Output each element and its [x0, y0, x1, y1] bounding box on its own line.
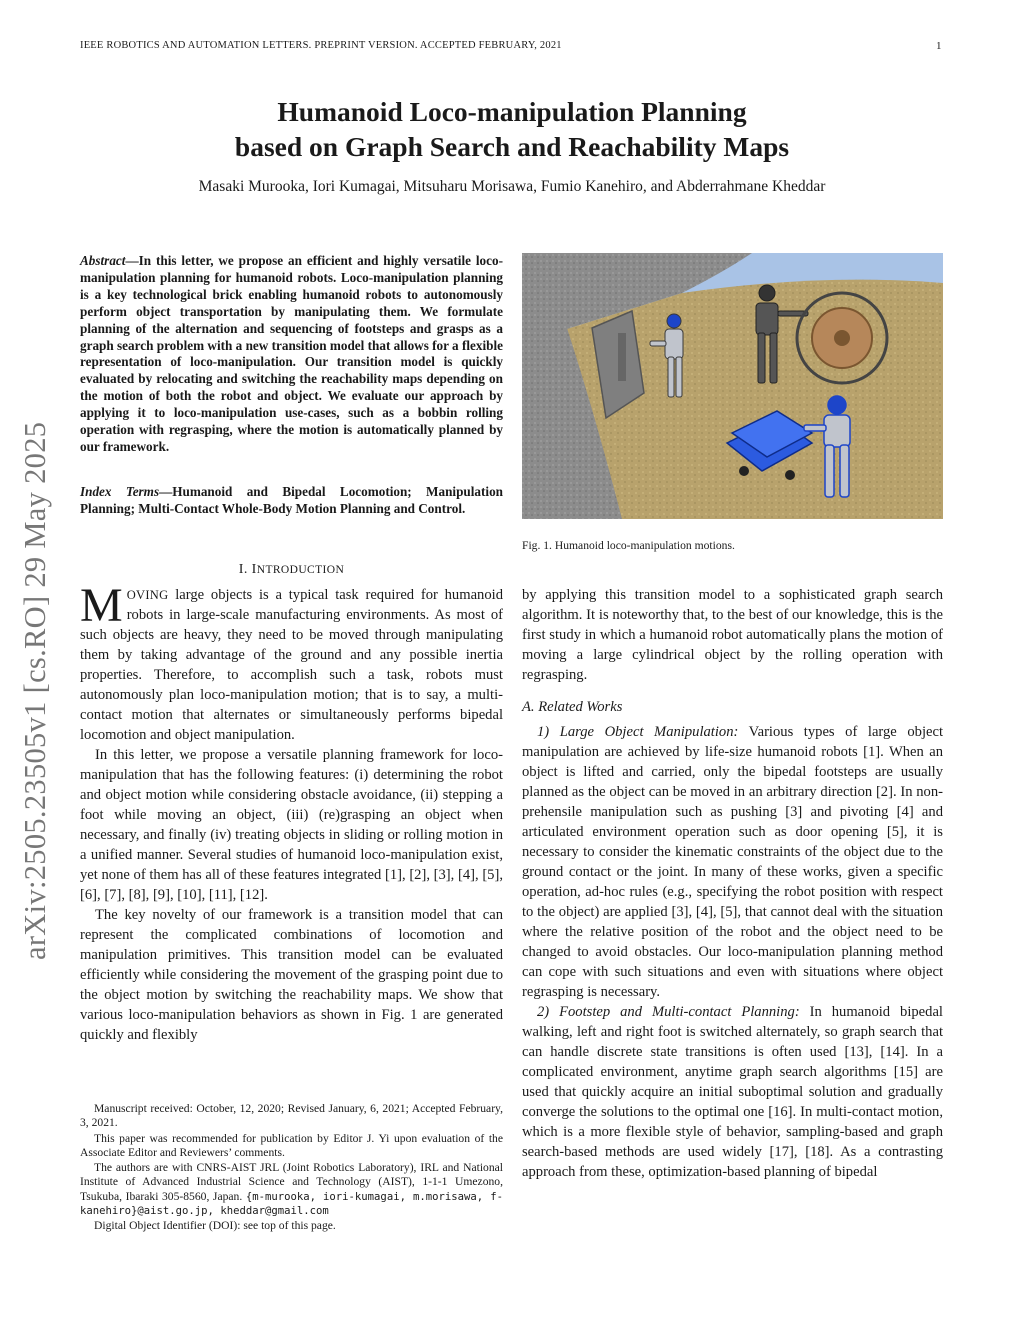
paper-title — [0, 94, 1024, 164]
figure-1-image — [522, 253, 943, 519]
abstract-label: Abstract — [80, 253, 126, 268]
intro-p1-text: large objects is a typical task required for humanoid robots in large-scale manufacturing environments. As most of such objects are heavy, they need to be moved through manipulating them by taking advantage of the ground and any possible inertia properties. Therefore, to accomplish such a task, robots must autonomously plan loco-manipulation motion; that is to say, a multi-contact motion that alternates or simultaneously performs bipedal locomotion and object manipulation. — [80, 587, 503, 743]
footnote-affiliation — [80, 1161, 503, 1218]
section-title-initial: I — [251, 562, 257, 577]
footnote-editor: This paper was recommended for publication by Editor J. Yi upon evaluation of the Associate Editor and Reviewers’ comments. — [80, 1131, 503, 1159]
section-title-rest: NTRODUCTION — [256, 564, 345, 576]
title-line-1: Humanoid Loco-manipulation Planning — [277, 96, 747, 127]
paragraph-footstep-planning — [522, 1002, 943, 1182]
index-terms-text: —Humanoid and Bipedal Locomotion; Manipulation Planning; Multi-Contact Whole-Body Motion Planning and Control. — [80, 484, 503, 516]
running-head: IEEE ROBOTICS AND AUTOMATION LETTERS. PREPRINT VERSION. ACCEPTED FEBRUARY, 2021 — [80, 40, 562, 51]
footnotes — [80, 1102, 503, 1235]
subsubsection-text-1: Various types of large object manipulation are achieved by life-size humanoid robots [1]. When an object is lifted and carried, only the bipedal footsteps are usually planned as the object can be moved in an arbitrary direction [2]. In non-prehensile manipulation such as pushing [3] and pivoting [4] and articulated environment operation such as door opening [5], it is necessary to consider the kinematic constraints of the object due to the ground contact or the joint. In many of these works, given a specific operation, ad-hoc rules (e.g., specifying the robot position with respect to the object) are applied [3], [4], [5], that cannot deal with the situation where the relative position of the robot and the object need to be changed to avoid obstacles. Our loco-manipulation planning method can cope with such situations and even with situations where object regrasping is necessary. — [522, 724, 944, 1000]
section-heading-introduction — [80, 562, 503, 578]
introduction-body — [80, 579, 503, 1045]
section-numeral: I. — [238, 562, 248, 577]
footnote-manuscript: Manuscript received: October, 12, 2020; Revised January, 6, 2021; Accepted February, 3, 2021. — [80, 1102, 503, 1130]
paragraph-large-object-manipulation — [522, 722, 943, 1002]
subsection-related-works: A. Related Works — [522, 699, 623, 715]
continued-paragraph: by applying this transition model to a sophisticated graph search algorithm. It is noteworthy that, to the best of our knowledge, this is the first study in which a humanoid robot automatically plans the motion of moving a large cylindrical object by the rolling operation with regrasping. — [522, 587, 943, 683]
door-handle — [618, 333, 626, 381]
humanoid-scene-illustration — [522, 253, 943, 519]
index-terms-label: Index Terms — [80, 484, 160, 499]
intro-paragraph-1 — [80, 579, 503, 745]
abstract-text: —In this letter, we propose an efficient and highly versatile loco-manipulation planning for humanoid robots. Loco-manipulation planning is a key technological brick enabling humanoid robots to autonomously perform object transportation by manipulating them. We formulate planning of the alternation and sequencing of footsteps and grasps as a graph search problem with a new transition model that allows for a flexible representation of loco-manipulation. Our transition model is quickly evaluated by relocating and switching the reachability maps depending on the motion of both the robot and object. We evaluate our approach by applying it to loco-manipulation use-cases, such as a bobbin rolling operation with regrasping, where the motion is automatically planned by our framework. — [80, 253, 503, 454]
footnote-doi: Digital Object Identifier (DOI): see top of this page. — [94, 1219, 336, 1233]
figure-caption: Fig. 1. Humanoid loco-manipulation motions. — [522, 539, 735, 552]
abstract — [80, 253, 503, 456]
page-number: 1 — [936, 40, 942, 52]
author-emails: {m-murooka, iori-kumagai, m.morisawa, f-kanehiro}@aist.go.jp, kheddar@gmail.com — [80, 1190, 503, 1218]
title-line-2: based on Graph Search and Reachability Maps — [234, 131, 790, 162]
subsubsection-text-2: In humanoid bipedal walking, left and right foot is switched alternately, so graph search that can handle discrete state transitions is often used [13], [14]. In a complicated environment, anytime graph search algorithms [15] are used that quickly acquire an initial suboptimal solution and gradually converge the solutions to the optimal one [16]. In multi-contact motion, which is a more flexible style of behavior, sampling-based and graph search-based methods are used widely [17], [18]. As a contrasting approach from these, optimization-based planning of bipedal — [522, 1004, 943, 1180]
index-terms — [80, 484, 503, 518]
affiliation-text: The authors are with CNRS-AIST JRL (Joint Robotics Laboratory), IRL and National Institute of Advanced Industrial Science and Technology (AIST), 1-1-1 Umezono, Tsukuba, Ibaraki 305-8560, Japan. — [80, 1161, 503, 1203]
intro-paragraph-2: In this letter, we propose a versatile planning framework for loco-manipulation that has the following features: (i) determining the robot and object motion while considering obstacle avoidance, (ii) stepping a foot while moving an object, (iii) (re)grasping an object when necessary, and finally (iv) treating objects in sliding or rolling motion in a unified manner. Several studies of humanoid loco-manipulation exist, yet none of them has all of these features integrated [1], [2], [3], [4], [5], [6], [7], [8], [9], [10], [11], [12]. — [80, 747, 503, 903]
first-word-rest: OVING — [126, 588, 169, 602]
drop-cap: M — [80, 579, 123, 632]
right-column-body — [522, 585, 943, 1182]
subsubsection-title-1: 1) Large Object Manipulation: — [537, 724, 739, 740]
intro-paragraph-3: The key novelty of our framework is a transition model that can represent the complicated combinations of locomotion and manipulation primitives. This transition model can be evaluated efficiently while considering the movement of the grasping point due to the object motion by switching the reachability maps. We show that various loco-manipulation behaviors as shown in Fig. 1 are generated quickly and flexibly — [80, 907, 503, 1043]
arxiv-stamp: arXiv:2505.23505v1 [cs.RO] 29 May 2025 — [18, 421, 52, 960]
authors: Masaki Murooka, Iori Kumagai, Mitsuharu Morisawa, Fumio Kanehiro, and Abderrahmane Kheddar — [198, 178, 826, 195]
subsubsection-title-2: 2) Footstep and Multi-contact Planning: — [537, 1004, 800, 1020]
